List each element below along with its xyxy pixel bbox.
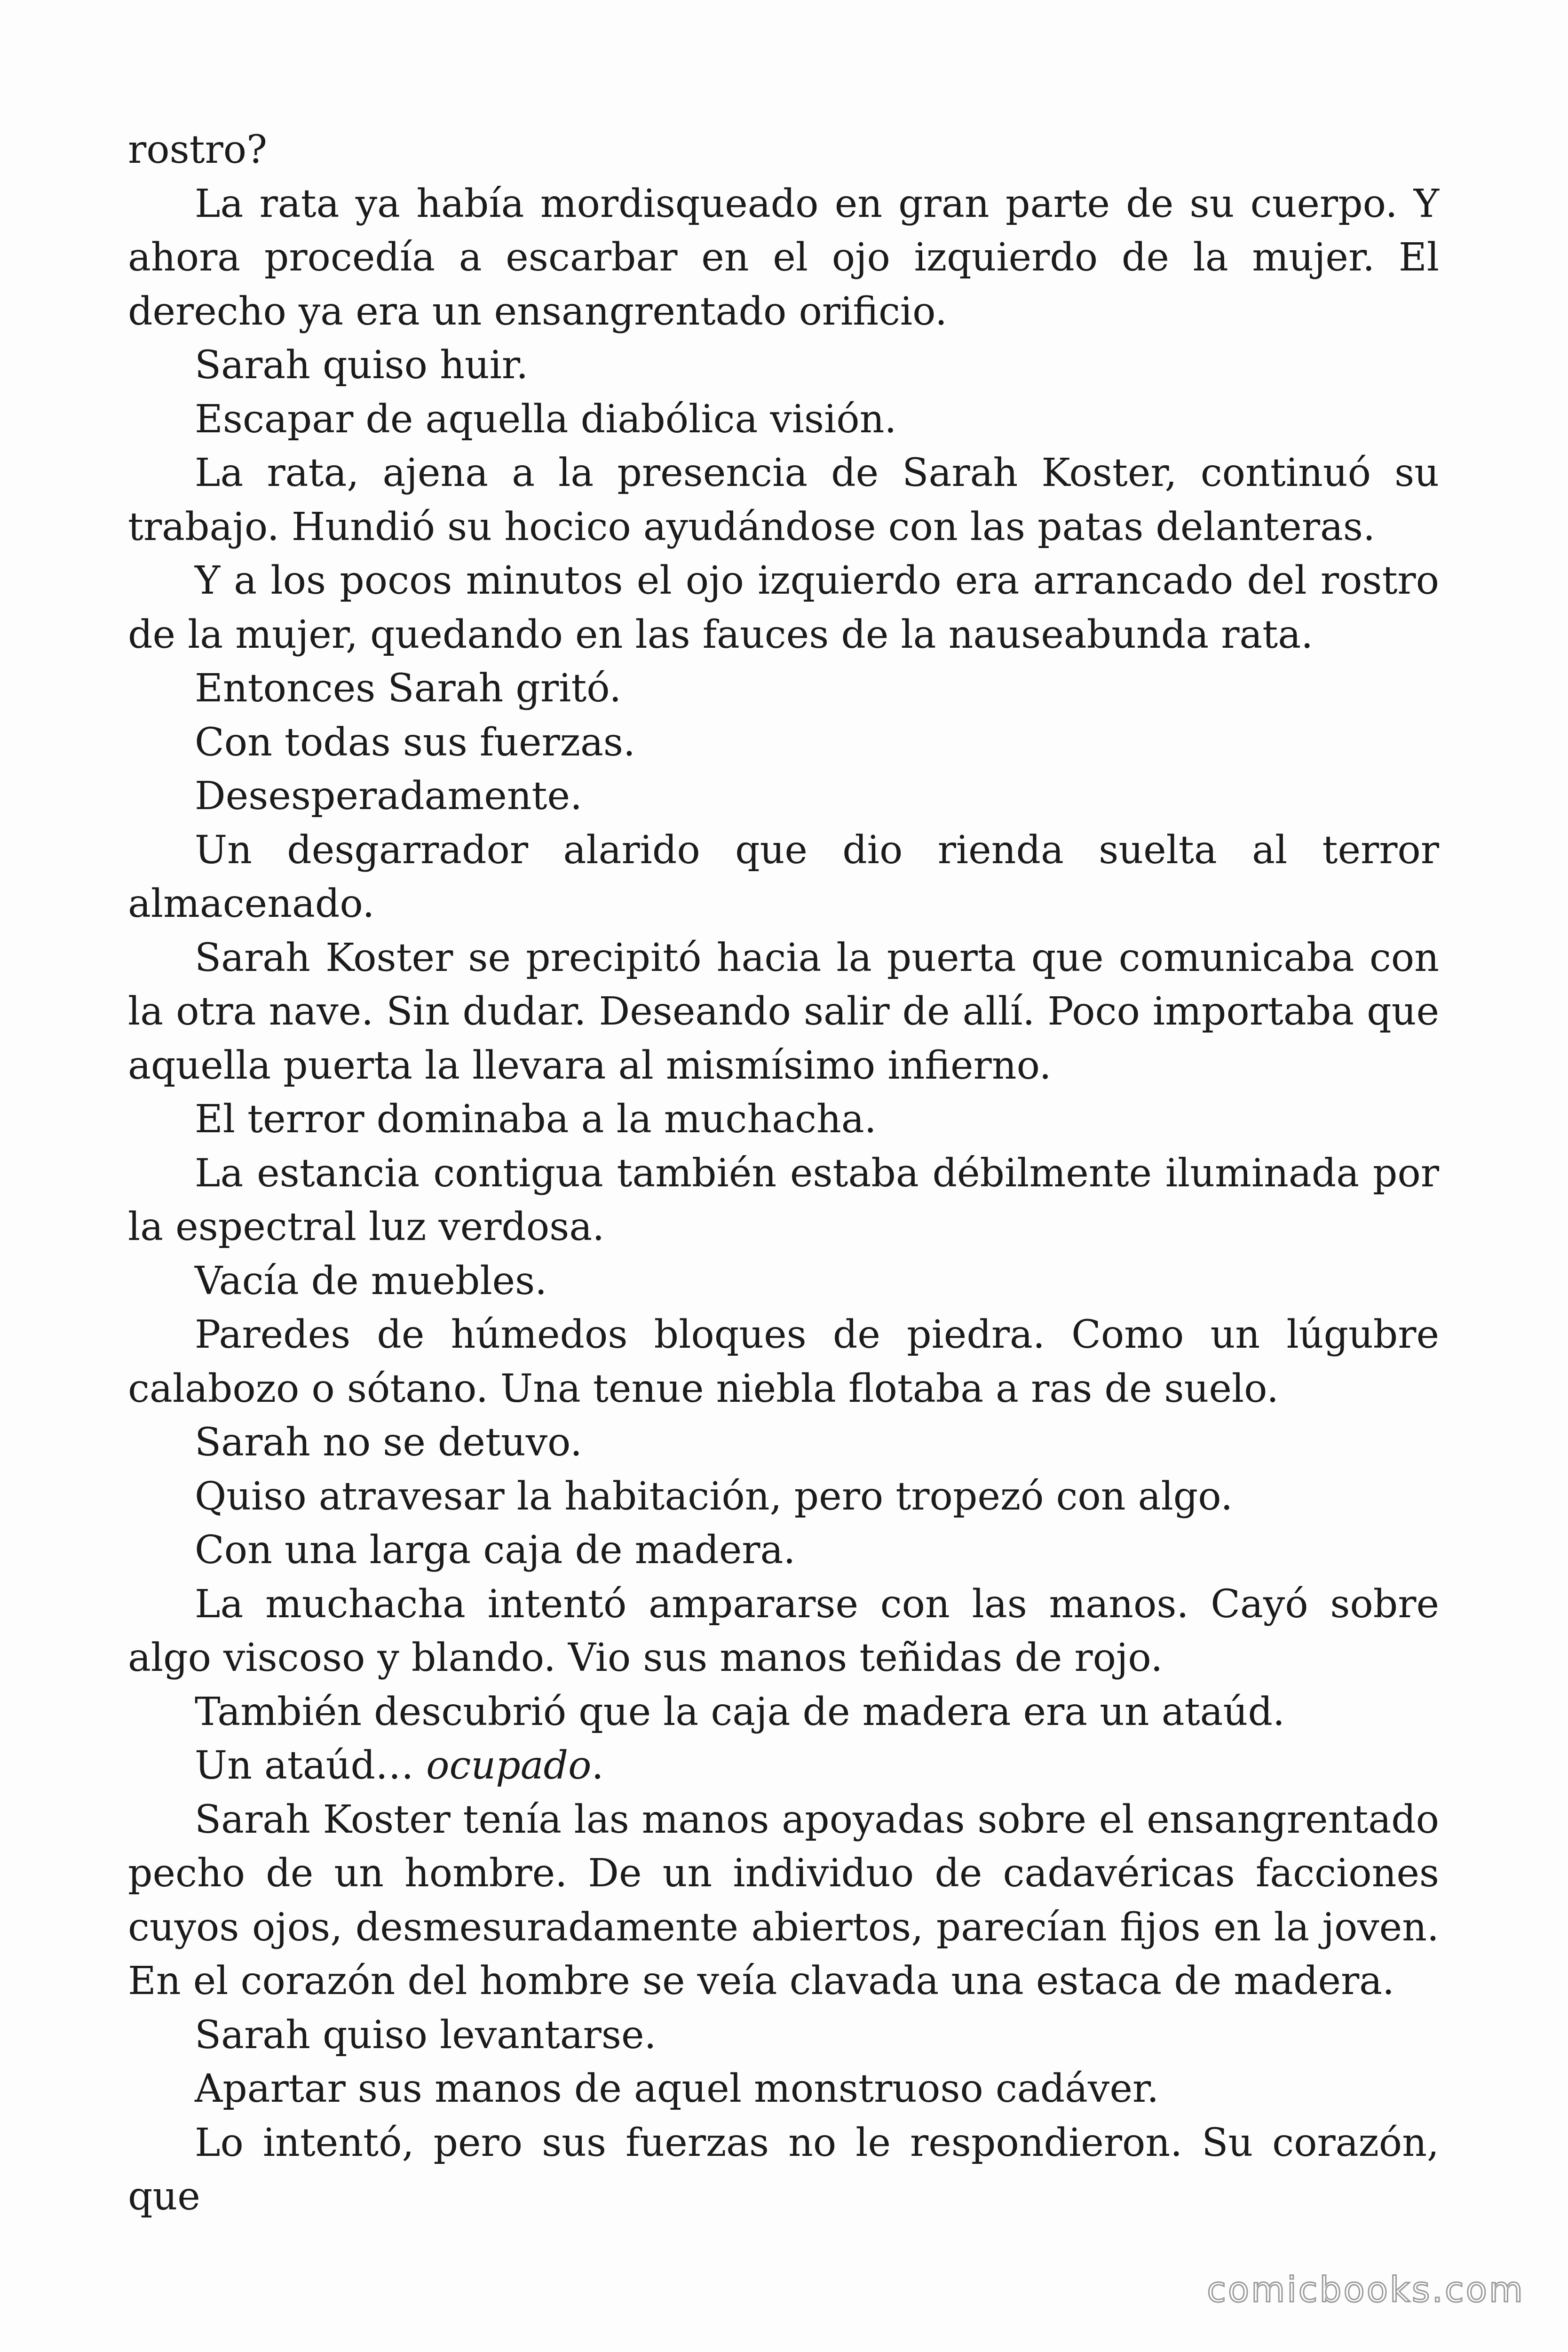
paragraph-prefix: Un ataúd… xyxy=(195,1743,427,1788)
paragraph: Paredes de húmedos bloques de piedra. Como un lúgubre calabozo o sótano. Una tenue niebla flotaba a ras de suelo. xyxy=(128,1312,1439,1411)
paragraph-continuation: rostro? xyxy=(128,127,268,172)
page-text xyxy=(128,123,1439,2224)
paragraph: Con todas sus fuerzas. xyxy=(195,720,635,765)
paragraph: Vacía de muebles. xyxy=(195,1258,547,1303)
paragraph: Lo intentó, pero sus fuerzas no le respondieron. Su corazón, que xyxy=(128,2120,1439,2219)
paragraph: Sarah quiso levantarse. xyxy=(195,2012,657,2058)
paragraph: El terror dominaba a la muchacha. xyxy=(195,1097,877,1142)
paragraph-suffix: . xyxy=(591,1743,604,1788)
paragraph: Con una larga caja de madera. xyxy=(195,1528,796,1573)
paragraph: Escapar de aquella diabólica visión. xyxy=(195,397,897,442)
paragraph-with-emphasis xyxy=(128,1739,1439,1793)
paragraph: La estancia contigua también estaba débilmente iluminada por la espectral luz verdosa. xyxy=(128,1151,1439,1249)
emphasized-word: ocupado xyxy=(426,1743,592,1788)
paragraph: Sarah Koster tenía las manos apoyadas sobre el ensangrentado pecho de un hombre. De un individuo de cadavéricas facciones cuyos ojos, desmesuradamente abiertos, parecían fijos en la joven. En el corazón del hombre se veía clavada una estaca de madera. xyxy=(128,1797,1439,2003)
paragraph: Sarah Koster se precipitó hacia la puerta que comunicaba con la otra nave. Sin dudar. Deseando salir de allí. Poco importaba que aquella puerta la llevara al mismísimo infierno. xyxy=(128,935,1439,1088)
paragraph: La rata ya había mordisqueado en gran parte de su cuerpo. Y ahora procedía a escarbar en el ojo izquierdo de la mujer. El derecho ya era un ensangrentado orificio. xyxy=(128,181,1439,334)
paragraph: Quiso atravesar la habitación, pero tropezó con algo. xyxy=(195,1474,1233,1519)
paragraph: Y a los pocos minutos el ojo izquierdo era arrancado del rostro de la mujer, quedando en las fauces de la nauseabunda rata. xyxy=(128,558,1439,657)
paragraph: Un desgarrador alarido que dio rienda suelta al terror almacenado. xyxy=(128,827,1439,926)
paragraph: También descubrió que la caja de madera era un ataúd. xyxy=(195,1689,1285,1734)
paragraph: La muchacha intentó ampararse con las manos. Cayó sobre algo viscoso y blando. Vio sus manos teñidas de rojo. xyxy=(128,1581,1439,1680)
paragraph: Entonces Sarah gritó. xyxy=(195,666,622,711)
paragraph: Sarah no se detuvo. xyxy=(195,1420,583,1465)
watermark: comicbooks.com xyxy=(1207,2270,1525,2310)
paragraph: Apartar sus manos de aquel monstruoso cadáver. xyxy=(195,2066,1159,2111)
paragraph: Sarah quiso huir. xyxy=(195,343,529,388)
paragraph: La rata, ajena a la presencia de Sarah Koster, continuó su trabajo. Hundió su hocico ayudándose con las patas delanteras. xyxy=(128,451,1439,549)
paragraph: Desesperadamente. xyxy=(195,774,583,818)
